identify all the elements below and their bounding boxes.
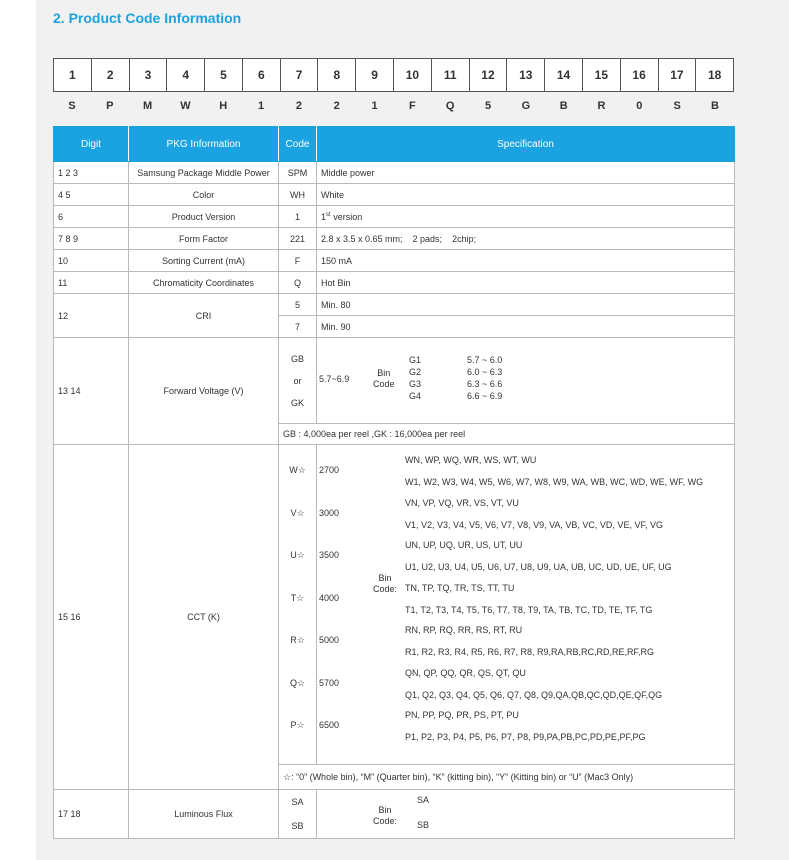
digit-cell: 17 18: [54, 790, 129, 839]
voltage-range: 5.7~6.9: [319, 374, 350, 384]
digit-position: 14: [545, 59, 583, 91]
bin-list: Q1, Q2, Q3, Q4, Q5, Q6, Q7, Q8, Q9,QA,QB,QC,QD,QE,QF,QG: [405, 689, 663, 700]
pkg-cell: Sorting Current (mA): [129, 250, 279, 272]
product-code-table: [53, 126, 735, 839]
digit-position: 7: [281, 59, 319, 91]
bin-list: P1, P2, P3, P4, P5, P6, P7, P8, P9,PA,PB,PC,PD,PE,PF,PG: [405, 732, 646, 742]
header-specification: Specification: [317, 127, 735, 162]
bin-list: TN, TP, TQ, TR, TS, TT, TU: [405, 582, 515, 593]
spec-cell: Middle power: [317, 162, 735, 184]
spec-cell: Min. 90: [317, 316, 735, 338]
digit-position: 13: [507, 59, 545, 91]
spec-cell: 2.8 x 3.5 x 0.65 mm; 2 pads; 2chip;: [317, 228, 735, 250]
code-cell: [279, 338, 317, 424]
digit-cell: 13 14: [54, 338, 129, 445]
cct-kelvin: 5000: [319, 635, 340, 645]
table-row: [54, 228, 735, 250]
digit-cell: 12: [54, 294, 129, 338]
code-cell: 5: [279, 294, 317, 316]
header-code: Code: [279, 127, 317, 162]
cct-code: W☆: [289, 465, 306, 475]
spec-ordinal: st: [326, 211, 331, 218]
list-item: G2: [409, 367, 422, 377]
bin-list: WN, WP, WQ, WR, WS, WT, WU: [405, 455, 537, 465]
spec-cell: [317, 790, 735, 839]
code-line: SB: [291, 821, 304, 831]
code-cell: [279, 445, 317, 765]
digit-cell: 10: [54, 250, 129, 272]
cct-code: R☆: [290, 635, 305, 645]
digit-position: 8: [318, 59, 356, 91]
header-pkg-information: PKG Information: [129, 127, 279, 162]
cct-code: Q☆: [289, 677, 306, 688]
flux-bin: SA: [417, 795, 430, 805]
code-letter: 2: [295, 100, 302, 112]
bin-code-label: [373, 805, 397, 827]
bin-list: T1, T2, T3, T4, T5, T6, T7, T8, T9, TA, TB, TC, TD, TE, TF, TG: [405, 604, 653, 615]
bin-list: PN, PP, PQ, PR, PS, PT, PU: [405, 710, 519, 720]
bin-list: VN, VP, VQ, VR, VS, VT, VU: [405, 497, 519, 508]
table-row: [54, 184, 735, 206]
spec-cell: [317, 338, 735, 424]
cct-kelvin: 3500: [319, 550, 340, 560]
cct-kelvin: 3000: [319, 507, 340, 518]
code-letter: B: [711, 100, 719, 112]
digit-cell: 6: [54, 206, 129, 228]
code-letter: B: [559, 100, 568, 112]
cct-code: U☆: [290, 550, 305, 560]
list-item: 5.7 ~ 6.0: [467, 355, 503, 365]
digit-cell: 7 8 9: [54, 228, 129, 250]
code-letter: 2: [333, 100, 340, 112]
digit-cell: 4 5: [54, 184, 129, 206]
list-item: 6.6 ~ 6.9: [467, 391, 503, 401]
pkg-cell: Product Version: [129, 206, 279, 228]
digit-position: 18: [707, 68, 722, 82]
cct-code: P☆: [290, 720, 305, 730]
table-row: [54, 445, 735, 765]
digit-position: 17: [659, 59, 697, 91]
code-line: GB: [290, 353, 304, 364]
bin-list: QN, QP, QQ, QR, QS, QT, QU: [405, 667, 526, 678]
list-item: G4: [409, 391, 422, 401]
cct-code: V☆: [290, 507, 305, 518]
code-letter: M: [142, 100, 153, 112]
code-letter: 5: [484, 100, 492, 112]
digit-position-row: [53, 58, 734, 92]
bin-label-line: Code: [373, 379, 395, 389]
code-cell: 7: [279, 316, 317, 338]
code-letter: 1: [371, 100, 378, 112]
list-item: 6.0 ~ 6.3: [467, 367, 503, 377]
code-letter: P: [106, 100, 114, 112]
code-letter: H: [219, 100, 228, 112]
list-item: G1: [409, 355, 422, 365]
pkg-cell: Chromaticity Coordinates: [129, 272, 279, 294]
voltage-range-list: [467, 354, 502, 402]
digit-position: 4: [167, 59, 205, 91]
pkg-cell: Samsung Package Middle Power: [129, 162, 279, 184]
bin-list: R1, R2, R3, R4, R5, R6, R7, R8, R9,RA,RB,RC,RD,RE,RF,RG: [405, 647, 655, 657]
pkg-cell: Color: [129, 184, 279, 206]
bin-label-line: Code:: [373, 816, 398, 826]
digit-cell: 1 2 3: [54, 162, 129, 184]
digit-position: 12: [470, 59, 508, 91]
spec-cell: Min. 80: [317, 294, 735, 316]
code-cell: [279, 790, 317, 839]
flux-bin: SB: [417, 820, 430, 830]
bin-list: UN, UP, UQ, UR, US, UT, UU: [405, 540, 523, 550]
table-row: [54, 790, 735, 839]
pkg-cell: CRI: [129, 294, 279, 338]
code-line: SA: [291, 797, 304, 807]
digit-position: 11: [432, 59, 470, 91]
luminous-flux-spec: [317, 793, 734, 835]
table-row: [54, 338, 735, 424]
code-letter: S: [68, 100, 76, 112]
code-cell: F: [279, 250, 317, 272]
cct-code: T☆: [290, 592, 305, 603]
code-cell: WH: [279, 184, 317, 206]
spec-text: version: [330, 211, 363, 222]
code-letter: S: [673, 100, 681, 112]
section-title: 2. Product Code Information: [53, 10, 242, 26]
pkg-cell: Forward Voltage (V): [129, 338, 279, 445]
digit-position: 3: [130, 59, 168, 91]
table-row: [54, 250, 735, 272]
spec-cell: 150 mA: [317, 250, 735, 272]
pkg-cell: Form Factor: [129, 228, 279, 250]
code-line: GK: [290, 397, 304, 408]
spec-cell: [317, 206, 735, 228]
bin-label-line: Bin: [377, 368, 391, 378]
code-letter: 1: [257, 100, 265, 112]
bin-list: V1, V2, V3, V4, V5, V6, V7, V8, V9, VA, VB, VC, VD, VE, VF, VG: [405, 519, 663, 530]
bin-note: ☆: “0” (Whole bin), “M” (Quarter bin), “K” (kitting bin), “Y” (Kitting bin) or “U” (Mac3 Only): [279, 765, 735, 790]
list-item: G3: [409, 379, 422, 389]
digit-cell: 15 16: [54, 445, 129, 790]
header-digit: Digit: [54, 127, 129, 162]
bin-label-line: Code:: [373, 584, 398, 594]
cct-kelvin: 5700: [319, 677, 340, 688]
spec-cell: White: [317, 184, 735, 206]
table-row: [54, 294, 735, 316]
bin-list: W1, W2, W3, W4, W5, W6, W7, W8, W9, WA, WB, WC, WD, WE, WF, WG: [405, 477, 704, 487]
table-header-row: [54, 127, 735, 162]
voltage-bin-list: [409, 354, 421, 402]
spec-cell: [317, 445, 735, 765]
digit-position: 16: [621, 59, 659, 91]
code-cell: Q: [279, 272, 317, 294]
code-cell: SPM: [279, 162, 317, 184]
cct-kelvin: 6500: [319, 720, 340, 730]
digit-position: 5: [205, 59, 243, 91]
cct-kelvin: 2700: [319, 465, 340, 475]
digit-position: 2: [92, 59, 130, 91]
code-letter: R: [597, 100, 606, 112]
cct-kelvin: 4000: [319, 592, 340, 603]
spec-number: 1: [321, 211, 327, 222]
code-line: or: [293, 375, 302, 386]
pkg-cell: Luminous Flux: [129, 790, 279, 839]
code-letter: W: [180, 100, 191, 112]
reel-note: GB : 4,000ea per reel ,GK : 16,000ea per reel: [279, 424, 735, 445]
code-letter: 0: [636, 100, 643, 112]
bin-label-line: Bin: [378, 573, 392, 583]
list-item: 6.3 ~ 6.6: [467, 379, 503, 389]
digit-position: 10: [394, 59, 432, 91]
table-row: [54, 272, 735, 294]
bin-code-label: [373, 573, 397, 595]
pkg-cell: CCT (K): [129, 445, 279, 790]
bin-list: RN, RP, RQ, RR, RS, RT, RU: [405, 625, 523, 635]
bin-code-label: [373, 368, 395, 390]
code-letter: Q: [445, 100, 455, 112]
digit-position: 6: [243, 59, 281, 91]
digit-position: 9: [356, 59, 394, 91]
code-cell: 1: [279, 206, 317, 228]
product-code-row: [53, 97, 734, 115]
bin-label-line: Bin: [378, 805, 392, 815]
digit-cell: 11: [54, 272, 129, 294]
spec-cell: Hot Bin: [317, 272, 735, 294]
bin-list: U1, U2, U3, U4, U5, U6, U7, U8, U9, UA, UB, UC, UD, UE, UF, UG: [405, 562, 672, 572]
code-letter: G: [521, 100, 531, 112]
digit-position: 1: [54, 59, 92, 91]
table-row: [54, 206, 735, 228]
cct-spec: [317, 445, 734, 764]
table-row: [54, 162, 735, 184]
forward-voltage-spec: [317, 338, 734, 423]
digit-position: 15: [583, 59, 621, 91]
code-letter: F: [409, 100, 416, 112]
code-cell: 221: [279, 228, 317, 250]
